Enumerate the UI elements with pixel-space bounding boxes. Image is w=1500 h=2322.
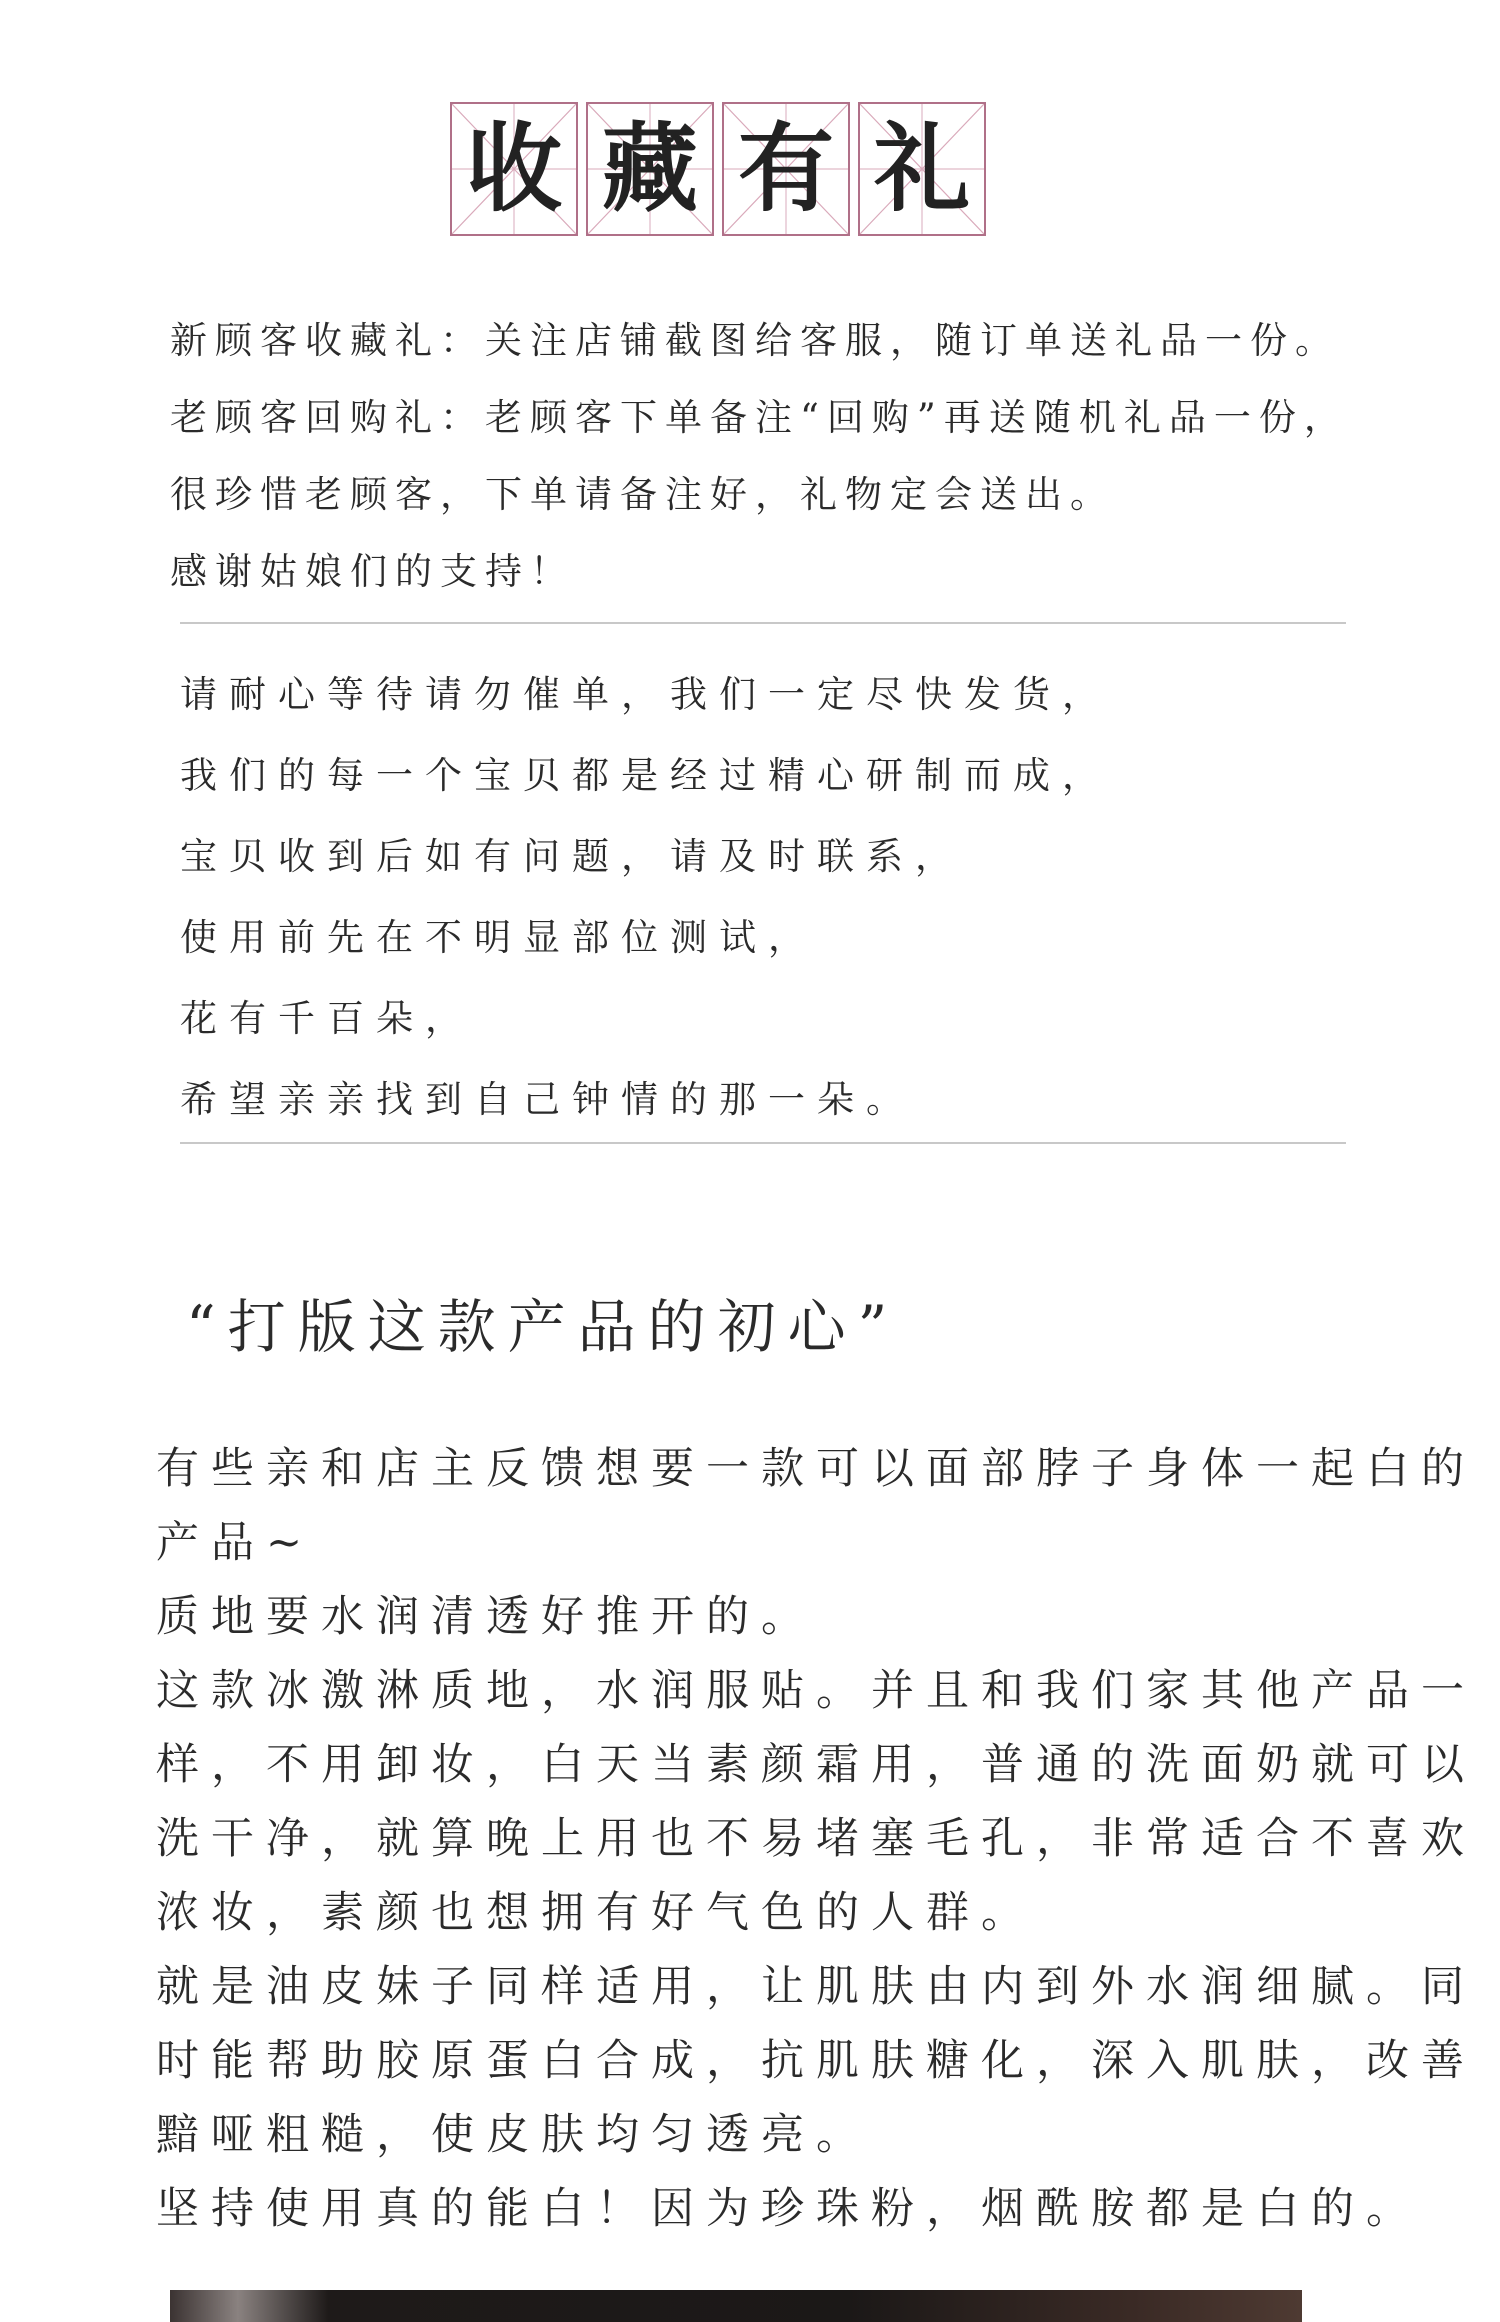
gift-line: 很珍惜老顾客，下单请备注好，礼物定会送出。 <box>170 473 1115 516</box>
title-char: 收 <box>466 112 562 225</box>
notice-line: 希望亲亲找到自己钟情的那一朵。 <box>180 1078 915 1121</box>
divider-bottom <box>180 1142 1346 1144</box>
product-story <box>156 1432 1476 2246</box>
title-char: 礼 <box>874 112 970 225</box>
story-line: 洗干净，就算晚上用也不易堵塞毛孔，非常适合不喜欢 <box>156 1814 1476 1864</box>
story-line: 黯哑粗糙，使皮肤均匀透亮。 <box>156 2110 871 2160</box>
notice-line: 使用前先在不明显部位测试， <box>180 916 817 959</box>
notice-line: 宝贝收到后如有问题，请及时联系， <box>180 835 964 878</box>
title-grid <box>450 102 994 236</box>
story-line: 就是油皮妹子同样适用，让肌肤由内到外水润细腻。同 <box>156 1962 1476 2012</box>
title-cell <box>450 102 578 236</box>
product-photo <box>170 2290 1302 2322</box>
story-line: 浓妆，素颜也想拥有好气色的人群。 <box>156 1888 1036 1938</box>
title-char: 有 <box>738 112 834 225</box>
story-line: 有些亲和店主反馈想要一款可以面部脖子身体一起白的 <box>156 1444 1476 1494</box>
notice-line: 我们的每一个宝贝都是经过精心研制而成， <box>180 754 1111 797</box>
story-line: 时能帮助胶原蛋白合成，抗肌肤糖化，深入肌肤，改善 <box>156 2036 1476 2086</box>
story-line: 这款冰激淋质地，水润服贴。并且和我们家其他产品一 <box>156 1666 1476 1716</box>
gift-line: 新顾客收藏礼：关注店铺截图给客服，随订单送礼品一份。 <box>170 319 1340 362</box>
section-heading: “打版这款产品的初心” <box>186 1293 900 1361</box>
story-line: 产品~ <box>156 1518 315 1568</box>
notice-line: 花有千百朵， <box>180 997 474 1040</box>
story-line: 质地要水润清透好推开的。 <box>156 1592 816 1642</box>
shipping-notice <box>180 654 1340 1140</box>
story-line: 样，不用卸妆，白天当素颜霜用，普通的洗面奶就可以 <box>156 1740 1476 1790</box>
story-line: 坚持使用真的能白！因为珍珠粉，烟酰胺都是白的。 <box>156 2184 1421 2234</box>
notice-line: 请耐心等待请勿催单，我们一定尽快发货， <box>180 673 1111 716</box>
title-char: 藏 <box>602 112 698 225</box>
gift-line: 老顾客回购礼：老顾客下单备注“回购”再送随机礼品一份， <box>170 396 1349 439</box>
title-cell <box>722 102 850 236</box>
gift-line: 感谢姑娘们的支持！ <box>170 550 575 593</box>
gift-policy <box>170 302 1370 610</box>
title-cell <box>858 102 986 236</box>
title-cell <box>586 102 714 236</box>
divider-top <box>180 622 1346 624</box>
